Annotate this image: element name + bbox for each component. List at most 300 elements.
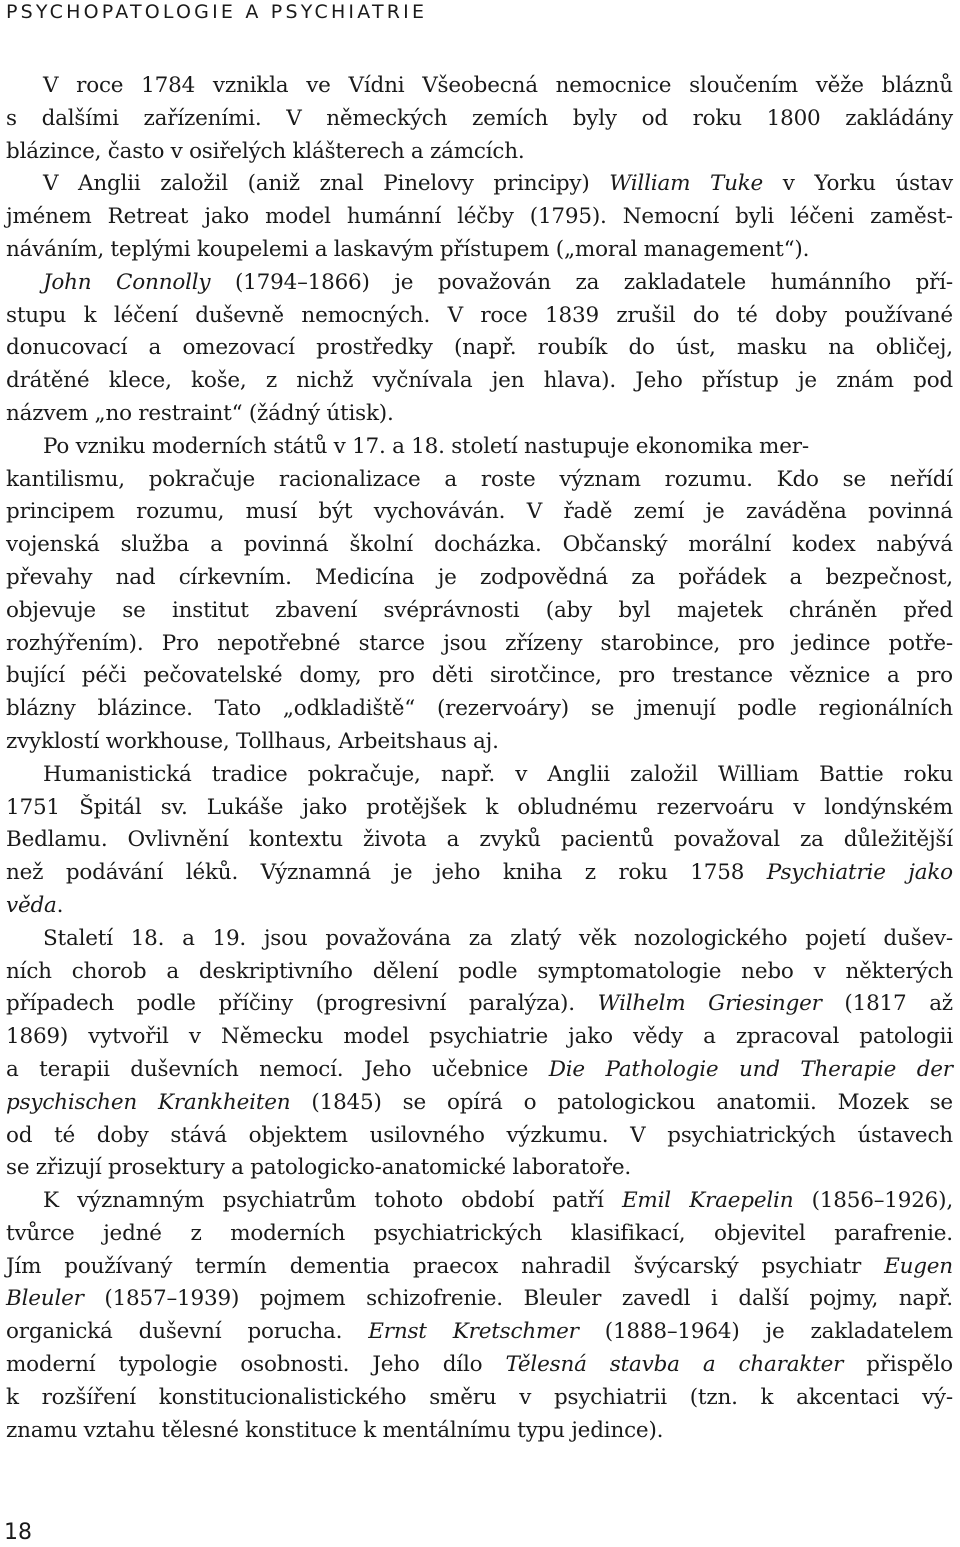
word: management“). bbox=[643, 236, 810, 262]
italic-word: Therapie bbox=[800, 1056, 897, 1082]
word: V bbox=[630, 1122, 646, 1148]
word: služba bbox=[120, 532, 190, 558]
text-line bbox=[6, 792, 953, 825]
word: byl bbox=[618, 597, 651, 623]
word: obludnému bbox=[517, 794, 638, 820]
italic-word: Die bbox=[548, 1056, 585, 1082]
word: k bbox=[363, 1417, 377, 1443]
text-line bbox=[6, 1283, 953, 1316]
word: zemích bbox=[471, 105, 548, 131]
word: v bbox=[519, 1384, 532, 1410]
word: nozologického bbox=[633, 925, 788, 951]
word: se bbox=[6, 1155, 30, 1181]
word: považoval bbox=[673, 827, 780, 853]
word: nemocnice bbox=[555, 73, 672, 98]
word: organická bbox=[6, 1319, 113, 1345]
word: nemocí. bbox=[259, 1056, 344, 1082]
italic-word: psychischen bbox=[6, 1089, 137, 1115]
word: z bbox=[584, 860, 596, 886]
word: jen bbox=[491, 368, 525, 394]
word: 1800 bbox=[766, 105, 821, 131]
text-line bbox=[6, 628, 953, 661]
word: institut bbox=[171, 597, 249, 623]
word: (1794–1866) bbox=[234, 269, 370, 295]
word: 1758 bbox=[690, 860, 745, 886]
word: zřízeny bbox=[505, 630, 583, 656]
word: náváním, bbox=[6, 236, 104, 262]
word: pro bbox=[916, 663, 953, 689]
word: (aby bbox=[545, 597, 593, 623]
word: zaváděna bbox=[746, 499, 847, 525]
text-line bbox=[6, 431, 953, 464]
word: docházka. bbox=[433, 532, 542, 558]
word: Pro bbox=[161, 630, 199, 656]
word: za bbox=[575, 269, 600, 295]
italic-word: Kretschmer bbox=[452, 1319, 579, 1345]
word: starce bbox=[358, 630, 425, 656]
word: být bbox=[318, 499, 353, 525]
text-line bbox=[6, 1382, 953, 1415]
italic-word: Krankheiten bbox=[157, 1089, 291, 1115]
word: rozumu. bbox=[664, 466, 753, 492]
word: symptomatologie bbox=[537, 958, 722, 984]
word: porucha. bbox=[247, 1319, 343, 1345]
italic-word: Emil bbox=[621, 1188, 671, 1214]
word: majetek bbox=[676, 597, 763, 623]
word: (1888–1964) bbox=[604, 1319, 740, 1345]
word: prostředky bbox=[316, 335, 433, 361]
word: opírá bbox=[446, 1089, 503, 1115]
page-number: 18 bbox=[4, 1520, 32, 1545]
word: v bbox=[793, 794, 806, 820]
word: laskavým bbox=[333, 236, 434, 262]
word: vý- bbox=[921, 1384, 953, 1410]
word: 1784 bbox=[141, 73, 196, 98]
word: . bbox=[56, 892, 64, 918]
word: stává bbox=[170, 1122, 227, 1148]
word: se bbox=[402, 1089, 427, 1115]
word: byli bbox=[735, 204, 774, 230]
word: jedince). bbox=[571, 1417, 664, 1443]
word: osobnosti. bbox=[240, 1352, 350, 1378]
word: drátěné bbox=[6, 368, 90, 394]
word: sirotčince, bbox=[489, 663, 602, 689]
word: Špitál bbox=[79, 794, 142, 820]
word: regionálních bbox=[818, 696, 953, 722]
word: školní bbox=[349, 532, 413, 558]
word: V bbox=[43, 73, 59, 98]
text-line bbox=[6, 1087, 953, 1120]
italic-word: Eugen bbox=[884, 1253, 953, 1279]
word: Všeobecná bbox=[422, 73, 538, 98]
word: pro bbox=[738, 630, 775, 656]
word: Jeho bbox=[363, 1056, 412, 1082]
word: parafrenie. bbox=[834, 1220, 953, 1246]
word: do bbox=[692, 302, 720, 328]
word: a bbox=[182, 925, 195, 951]
word: zvyků bbox=[479, 827, 541, 853]
word: Po bbox=[43, 433, 70, 459]
word bbox=[6, 890, 63, 923]
word: je bbox=[394, 269, 414, 295]
word: psychiatrických bbox=[667, 1122, 836, 1148]
word: podle bbox=[737, 696, 797, 722]
word: Jeho bbox=[372, 1352, 420, 1378]
word: roku bbox=[903, 761, 953, 787]
word: stupu bbox=[6, 302, 67, 328]
word: je bbox=[705, 499, 725, 525]
word: významným bbox=[77, 1188, 205, 1214]
word: v bbox=[515, 761, 528, 787]
word: moderních bbox=[151, 433, 267, 459]
word: roce bbox=[480, 302, 528, 328]
word: humánního bbox=[770, 269, 892, 295]
word: povinná bbox=[243, 532, 329, 558]
word: pro bbox=[618, 663, 656, 689]
word: pojetí bbox=[805, 925, 866, 951]
word: považována bbox=[325, 925, 451, 951]
word: od bbox=[641, 105, 668, 131]
word: principy) bbox=[493, 171, 590, 197]
word: (1857–1939) bbox=[104, 1286, 240, 1312]
word: praecox bbox=[412, 1253, 499, 1279]
word: a bbox=[444, 466, 458, 492]
word: některých bbox=[845, 958, 953, 984]
text-line bbox=[6, 1316, 953, 1349]
word: a bbox=[231, 1155, 244, 1181]
word: věk bbox=[578, 925, 617, 951]
word: jako bbox=[204, 204, 250, 230]
word: bláznů bbox=[881, 73, 953, 98]
italic-word: věda bbox=[6, 892, 57, 918]
word: zařízeními. bbox=[143, 105, 262, 131]
word: příčiny bbox=[218, 991, 293, 1017]
text-line bbox=[6, 923, 953, 956]
word: konstitucionalistického bbox=[158, 1384, 407, 1410]
word: chorob bbox=[71, 958, 147, 984]
word: zvyklostí bbox=[6, 728, 100, 754]
word: od bbox=[6, 1122, 33, 1148]
word: klášterech bbox=[292, 138, 405, 164]
word: Retreat bbox=[107, 204, 189, 230]
word: rozhýřením). bbox=[6, 630, 144, 656]
italic-word: Kraepelin bbox=[689, 1188, 794, 1214]
word: Kdo bbox=[776, 466, 819, 492]
word: Vídni bbox=[348, 73, 405, 98]
word: léčení bbox=[113, 302, 178, 328]
word: koupelemi bbox=[196, 236, 309, 262]
word: a bbox=[410, 138, 424, 164]
text-line bbox=[6, 136, 953, 169]
word: nastupuje bbox=[523, 433, 630, 459]
word: ních bbox=[6, 958, 52, 984]
word: (1856–1926), bbox=[811, 1188, 953, 1214]
word: přístupem bbox=[439, 236, 550, 262]
word: považován bbox=[437, 269, 551, 295]
word: patologii bbox=[859, 1024, 953, 1050]
text-line bbox=[6, 1251, 953, 1284]
word: 17. bbox=[352, 433, 386, 459]
word: musí bbox=[245, 499, 298, 525]
word: za bbox=[631, 564, 656, 590]
word: roste bbox=[480, 466, 536, 492]
word: jmenují bbox=[636, 696, 716, 722]
word: Battie bbox=[819, 761, 884, 787]
word: masku bbox=[736, 335, 807, 361]
word: obličej, bbox=[875, 335, 953, 361]
word: podle bbox=[136, 991, 196, 1017]
word: z bbox=[265, 368, 277, 394]
word: a bbox=[703, 1024, 716, 1050]
italic-word: Pathologie bbox=[605, 1056, 719, 1082]
word: moderní bbox=[6, 1352, 96, 1378]
word: anatomii. bbox=[716, 1089, 817, 1115]
word: V bbox=[286, 105, 302, 131]
word: té bbox=[736, 302, 758, 328]
word: nahradil bbox=[521, 1253, 611, 1279]
word: zřizují bbox=[35, 1155, 102, 1181]
word: nabývá bbox=[876, 532, 953, 558]
word: vztahu bbox=[83, 1417, 156, 1443]
word: duševně bbox=[195, 302, 284, 328]
word: v bbox=[782, 171, 795, 197]
word: církevním. bbox=[178, 564, 292, 590]
word: a bbox=[166, 958, 179, 984]
word: (tzn. bbox=[689, 1384, 738, 1410]
word: nad bbox=[115, 564, 156, 590]
word: a bbox=[887, 663, 900, 689]
word: v bbox=[170, 138, 183, 164]
word: než bbox=[6, 860, 44, 886]
text-line bbox=[6, 988, 953, 1021]
word: dalšími bbox=[41, 105, 119, 131]
word: 19. bbox=[212, 925, 247, 951]
word: roubík bbox=[537, 335, 608, 361]
word: ve bbox=[306, 73, 331, 98]
word: termín bbox=[195, 1253, 267, 1279]
word: té bbox=[54, 1122, 76, 1148]
word: kontextu bbox=[248, 827, 343, 853]
word: Bleuler bbox=[523, 1286, 602, 1312]
word: vyčnívala bbox=[372, 368, 473, 394]
word: V bbox=[526, 499, 543, 525]
word: objevuje bbox=[6, 597, 96, 623]
italic-word: John bbox=[43, 269, 92, 295]
text-line bbox=[6, 496, 953, 529]
word: svéprávnosti bbox=[383, 597, 520, 623]
word: usilovného bbox=[369, 1122, 485, 1148]
word: Lukáše bbox=[206, 794, 284, 820]
word: za bbox=[468, 925, 493, 951]
word: a bbox=[314, 236, 328, 262]
word: zavedl bbox=[621, 1286, 691, 1312]
word: např. bbox=[898, 1286, 953, 1312]
word: potře- bbox=[888, 630, 953, 656]
text-line bbox=[6, 201, 953, 234]
word: Staletí bbox=[43, 925, 113, 951]
word: mentálnímu bbox=[382, 1417, 511, 1443]
word: péči bbox=[81, 663, 127, 689]
word: je bbox=[437, 564, 457, 590]
text-line bbox=[6, 1021, 953, 1054]
text-line bbox=[6, 529, 953, 562]
word: zakladatelem bbox=[810, 1319, 953, 1345]
word: nemocných. bbox=[301, 302, 431, 328]
word: starobince, bbox=[600, 630, 721, 656]
word: workhouse, bbox=[105, 728, 230, 754]
word: blázny bbox=[6, 696, 76, 722]
word: léčeni bbox=[790, 204, 854, 230]
text-line bbox=[6, 1349, 953, 1382]
word: doby bbox=[96, 1122, 149, 1148]
word: řadě bbox=[563, 499, 613, 525]
word: jeho bbox=[434, 860, 481, 886]
word: 1869) bbox=[6, 1024, 69, 1050]
word: Významná bbox=[260, 860, 371, 886]
word: klece, bbox=[108, 368, 172, 394]
word: psychiatrům bbox=[222, 1188, 357, 1214]
word: prosektury bbox=[108, 1155, 225, 1181]
word: např. bbox=[440, 761, 496, 787]
word: vojenská bbox=[6, 532, 100, 558]
word: dementia bbox=[289, 1253, 390, 1279]
word: léků. bbox=[185, 860, 239, 886]
word: humánní bbox=[346, 204, 441, 230]
word: léčby bbox=[457, 204, 514, 230]
word: zlatý bbox=[510, 925, 562, 951]
word: 18. bbox=[130, 925, 165, 951]
running-header: PSYCHOPATOLOGIE A PSYCHIATRIE bbox=[6, 1, 428, 23]
word: je bbox=[765, 1319, 785, 1345]
word: omezovací bbox=[182, 335, 295, 361]
text-line bbox=[6, 1415, 953, 1448]
word: kniha bbox=[502, 860, 563, 886]
word: sv. bbox=[160, 794, 188, 820]
italic-word: Ernst bbox=[368, 1319, 427, 1345]
word: povinná bbox=[868, 499, 953, 525]
italic-word: stavba bbox=[609, 1352, 680, 1378]
word: schizofrenie. bbox=[366, 1286, 503, 1312]
word: další bbox=[738, 1286, 789, 1312]
word: vychováván. bbox=[373, 499, 506, 525]
text-line bbox=[6, 726, 953, 759]
word: pří- bbox=[915, 269, 953, 295]
word: donucovací bbox=[6, 335, 128, 361]
word: a bbox=[446, 827, 460, 853]
word: (rezervoáry) bbox=[436, 696, 569, 722]
word: tělesné bbox=[161, 1417, 239, 1443]
word: psychiatrie bbox=[429, 1024, 549, 1050]
word: mer- bbox=[759, 433, 809, 459]
text-line bbox=[6, 464, 953, 497]
word: nepotřebné bbox=[217, 630, 341, 656]
word: názvem bbox=[6, 400, 89, 426]
word: typu bbox=[517, 1417, 565, 1443]
word: rozumu, bbox=[136, 499, 225, 525]
word: deskriptivního bbox=[198, 958, 353, 984]
italic-word: Psychiatrie bbox=[766, 860, 886, 886]
text-line bbox=[6, 1120, 953, 1153]
text-line bbox=[6, 1054, 953, 1087]
italic-word: Connolly bbox=[116, 269, 211, 295]
word: v bbox=[813, 958, 826, 984]
word: výzkumu. bbox=[506, 1122, 609, 1148]
word: zrušil bbox=[616, 302, 676, 328]
body-text bbox=[6, 70, 953, 1447]
word: založil bbox=[630, 761, 698, 787]
word: 1839 bbox=[545, 302, 599, 328]
word: kodex bbox=[791, 532, 856, 558]
word: Medicína bbox=[315, 564, 415, 590]
word: k bbox=[485, 794, 499, 820]
word: William bbox=[717, 761, 799, 787]
word: přístup bbox=[701, 368, 779, 394]
word: používaný bbox=[64, 1253, 173, 1279]
word: pokračuje, bbox=[307, 761, 421, 787]
word: bezpečnost, bbox=[825, 564, 953, 590]
word: za bbox=[799, 827, 824, 853]
word: jsou bbox=[263, 925, 308, 951]
italic-word: William bbox=[609, 171, 691, 197]
italic-word: charakter bbox=[738, 1352, 844, 1378]
italic-word: Tělesná bbox=[505, 1352, 587, 1378]
word: konstituce bbox=[245, 1417, 357, 1443]
word: rozšíření bbox=[41, 1384, 136, 1410]
word: význam bbox=[559, 466, 641, 492]
word: roce bbox=[76, 73, 124, 98]
word: Anglii bbox=[78, 171, 141, 197]
word: se bbox=[122, 597, 146, 623]
word: nebo bbox=[741, 958, 794, 984]
word: zpracoval bbox=[735, 1024, 840, 1050]
text-line bbox=[6, 693, 953, 726]
word: model bbox=[265, 204, 331, 230]
word: znal bbox=[319, 171, 364, 197]
word: o bbox=[523, 1089, 537, 1115]
word: jménem bbox=[6, 204, 92, 230]
word: Yorku bbox=[814, 171, 876, 197]
text-line bbox=[6, 168, 953, 201]
word: jedince bbox=[793, 630, 871, 656]
word: pečovatelské bbox=[143, 663, 283, 689]
text-line bbox=[6, 300, 953, 333]
word: Jeho bbox=[635, 368, 683, 394]
word: Arbeitshaus bbox=[338, 728, 467, 754]
word: dělení bbox=[372, 958, 439, 984]
word: psychiatrických bbox=[373, 1220, 543, 1246]
word: protějšek bbox=[366, 794, 467, 820]
word: znamu bbox=[6, 1417, 78, 1443]
word: restraint“ bbox=[138, 400, 243, 426]
word: založil bbox=[160, 171, 228, 197]
word: (např. bbox=[454, 335, 517, 361]
word: Tato bbox=[214, 696, 261, 722]
word: pro bbox=[378, 663, 415, 689]
word: model bbox=[343, 1024, 410, 1050]
word: akcentaci bbox=[796, 1384, 900, 1410]
word: zámcích. bbox=[429, 138, 525, 164]
word: a bbox=[6, 1056, 19, 1082]
word: laboratoře. bbox=[512, 1155, 632, 1181]
word: zemí bbox=[633, 499, 685, 525]
word: Občanský bbox=[562, 532, 668, 558]
text-line bbox=[6, 660, 953, 693]
italic-word: der bbox=[916, 1056, 953, 1082]
text-line bbox=[6, 332, 953, 365]
word: (progresivní bbox=[315, 991, 447, 1017]
word: pokračuje bbox=[148, 466, 256, 492]
word: „no bbox=[94, 400, 132, 426]
